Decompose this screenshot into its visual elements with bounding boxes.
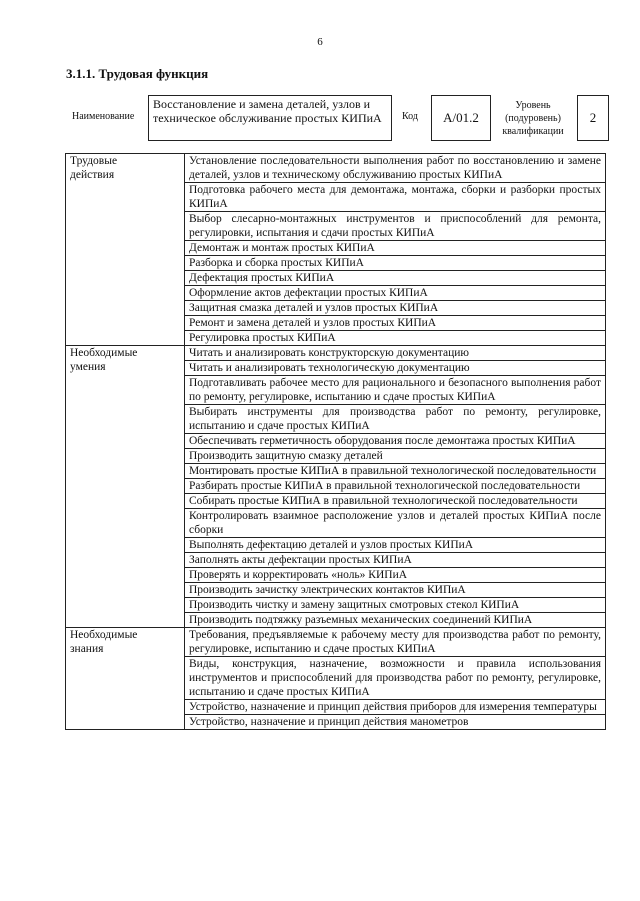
item-cell: Читать и анализировать конструкторскую документацию bbox=[185, 346, 606, 361]
name-value-box: Восстановление и замена деталей, узлов и техническое обслуживание простых КИПиА bbox=[148, 95, 392, 141]
table-row bbox=[66, 346, 606, 361]
level-label-line-2: (подуровень) bbox=[505, 113, 561, 124]
qualification-level-box: 2 bbox=[577, 95, 609, 141]
item-cell: Оформление актов дефектации простых КИПиА bbox=[185, 286, 606, 301]
item-cell: Защитная смазка деталей и узлов простых КИПиА bbox=[185, 301, 606, 316]
item-cell: Подготовка рабочего места для демонтажа, монтажа, сборки и разборки простых КИПиА bbox=[185, 183, 606, 212]
category-cell bbox=[66, 346, 185, 628]
item-cell: Производить защитную смазку деталей bbox=[185, 449, 606, 464]
item-cell: Разбирать простые КИПиА в правильной технологической последовательности bbox=[185, 479, 606, 494]
item-cell: Выполнять дефектацию деталей и узлов простых КИПиА bbox=[185, 538, 606, 553]
level-label-line-1: Уровень bbox=[515, 100, 551, 111]
item-cell: Проверять и корректировать «ноль» КИПиА bbox=[185, 568, 606, 583]
item-cell: Регулировка простых КИПиА bbox=[185, 331, 606, 346]
category-cell bbox=[66, 154, 185, 346]
item-cell: Выбирать инструменты для производства работ по ремонту, регулировке, испытанию и сдаче простых КИПиА bbox=[185, 405, 606, 434]
item-cell: Производить подтяжку разъемных механических соединений КИПиА bbox=[185, 613, 606, 628]
item-cell: Производить чистку и замену защитных смотровых стекол КИПиА bbox=[185, 598, 606, 613]
category-line-2: умения bbox=[70, 361, 106, 373]
item-cell: Подготавливать рабочее место для рационального и безопасного выполнения работ по ремонту, регулировке, испытанию и сдаче простых КИПиА bbox=[185, 376, 606, 405]
table-row bbox=[66, 154, 606, 183]
item-cell: Читать и анализировать технологическую документацию bbox=[185, 361, 606, 376]
item-cell: Демонтаж и монтаж простых КИПиА bbox=[185, 241, 606, 256]
section-title: 3.1.1. Трудовая функция bbox=[66, 66, 209, 81]
item-cell: Разборка и сборка простых КИПиА bbox=[185, 256, 606, 271]
item-cell: Требования, предъявляемые к рабочему месту для производства работ по ремонту, регулировке, испытанию и сдаче простых КИПиА bbox=[185, 628, 606, 657]
category-line-2: действия bbox=[70, 169, 115, 181]
item-cell: Установление последовательности выполнения работ по восстановлению и замене деталей, узлов и техническому обслуживанию простых КИПиА bbox=[185, 154, 606, 183]
category-line-1: Необходимые bbox=[70, 629, 138, 641]
code-value-box: A/01.2 bbox=[431, 95, 491, 141]
function-table bbox=[65, 153, 606, 730]
item-cell: Ремонт и замена деталей и узлов простых КИПиА bbox=[185, 316, 606, 331]
category-cell bbox=[66, 628, 185, 730]
item-cell: Обеспечивать герметичность оборудования после демонтажа простых КИПиА bbox=[185, 434, 606, 449]
level-label-line-3: квалификации bbox=[502, 126, 564, 137]
item-cell: Монтировать простые КИПиА в правильной технологической последовательности bbox=[185, 464, 606, 479]
item-cell: Дефектация простых КИПиА bbox=[185, 271, 606, 286]
name-label: Наименование bbox=[72, 111, 135, 122]
item-cell: Выбор слесарно-монтажных инструментов и приспособлений для ремонта, регулировки, испытания и сдачи простых КИПиА bbox=[185, 212, 606, 241]
item-cell: Собирать простые КИПиА в правильной технологической последовательности bbox=[185, 494, 606, 509]
category-line-2: знания bbox=[70, 643, 104, 655]
code-label: Код bbox=[402, 111, 418, 122]
table-row bbox=[66, 628, 606, 657]
item-cell: Заполнять акты дефектации простых КИПиА bbox=[185, 553, 606, 568]
item-cell: Устройство, назначение и принцип действия манометров bbox=[185, 715, 606, 730]
item-cell: Устройство, назначение и принцип действия приборов для измерения температуры bbox=[185, 700, 606, 715]
page-number: 6 bbox=[317, 36, 323, 48]
function-table-body bbox=[66, 154, 606, 730]
category-line-1: Трудовые bbox=[70, 155, 118, 167]
item-cell: Контролировать взаимное расположение узлов и деталей простых КИПиА после сборки bbox=[185, 509, 606, 538]
item-cell: Производить зачистку электрических контактов КИПиА bbox=[185, 583, 606, 598]
item-cell: Виды, конструкция, назначение, возможности и правила использования инструментов и приспособлений для производства работ по ремонту, регулировке, испытанию и сдаче простых КИПиА bbox=[185, 657, 606, 700]
qualification-level-label bbox=[497, 99, 569, 138]
category-line-1: Необходимые bbox=[70, 347, 138, 359]
